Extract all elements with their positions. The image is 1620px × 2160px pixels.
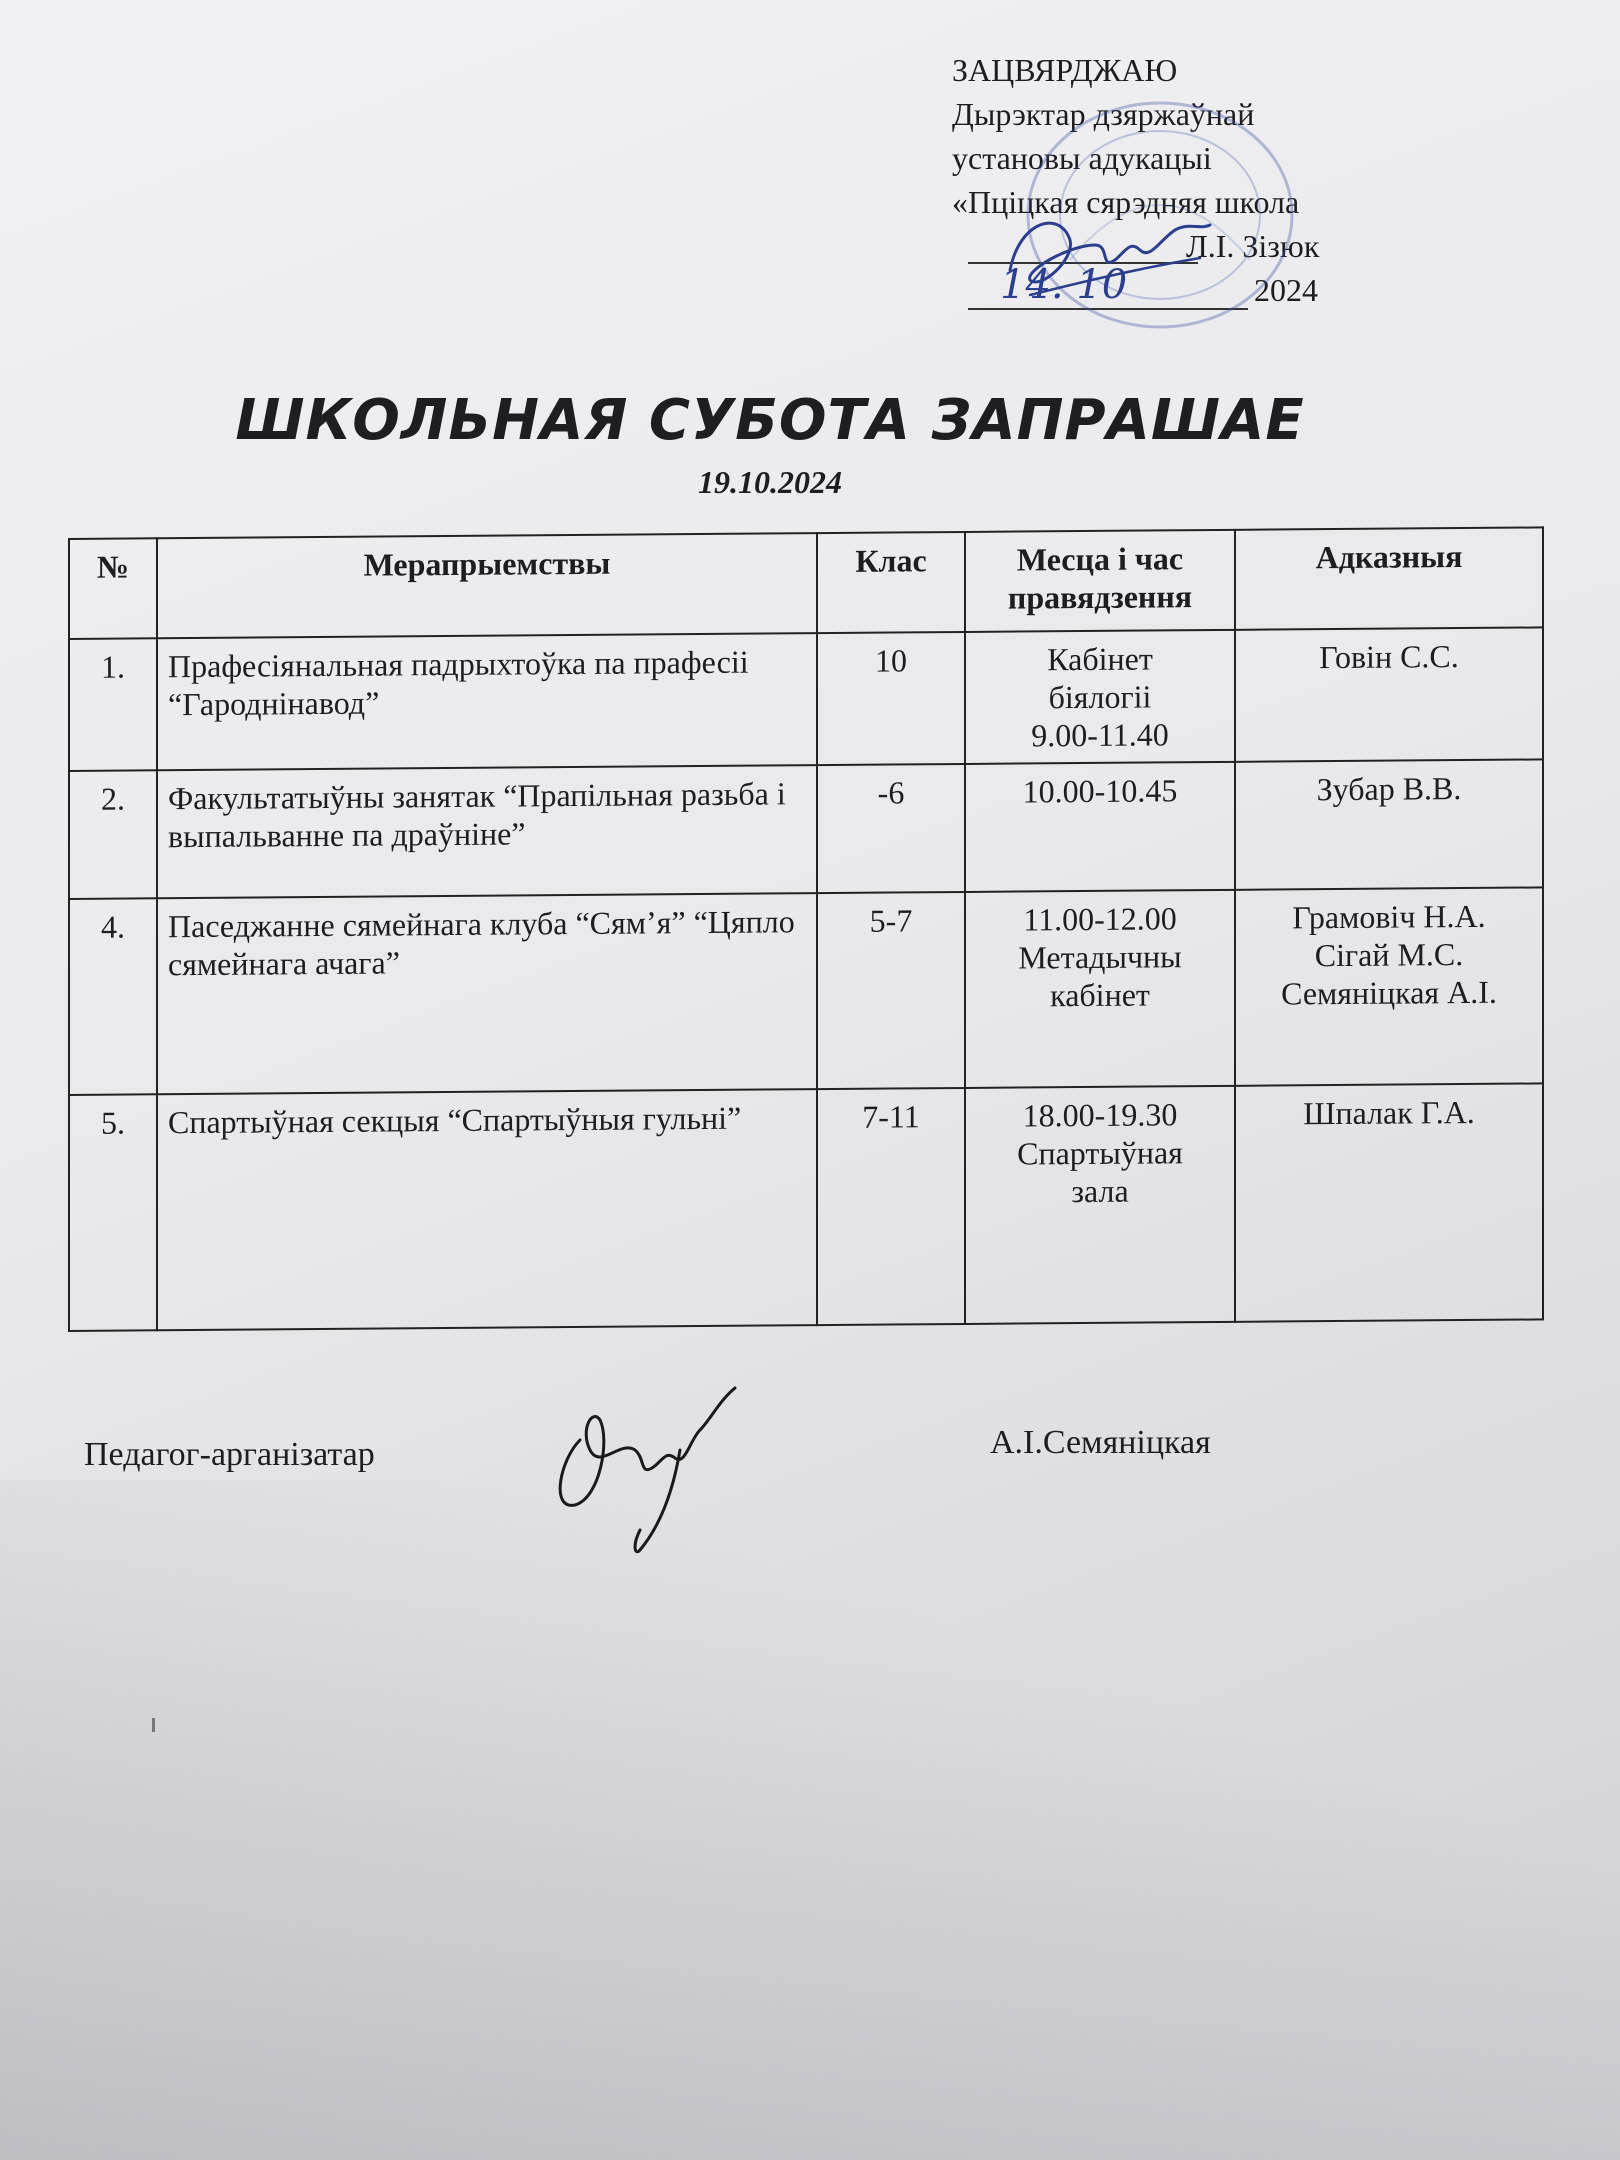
place-line: 10.00-10.45: [1022, 772, 1178, 810]
handwritten-date: 14. 10: [1000, 262, 1128, 308]
row-class: -6: [817, 764, 965, 893]
table-row: [69, 887, 1543, 1095]
approval-line-1: Дырэктар дзяржаўнай: [952, 96, 1255, 132]
row-responsible: [1235, 627, 1543, 761]
header-num: №: [69, 538, 157, 639]
place-line: Спартыўная: [1017, 1134, 1183, 1172]
row-place: [965, 890, 1235, 1088]
director-name: Л.І. Зізюк: [1186, 228, 1320, 264]
row-responsible: [1235, 887, 1543, 1085]
place-line: 18.00-19.30: [1022, 1096, 1178, 1134]
place-line: Метадычны: [1018, 938, 1182, 976]
page-title: ШКОЛЬНАЯ СУБОТА ЗАПРАШАЕ: [235, 388, 1305, 453]
organizer-signature: [540, 1380, 740, 1560]
header-responsible: Адказныя: [1235, 527, 1543, 629]
row-place: [965, 630, 1235, 764]
row-num: 2.: [69, 770, 157, 899]
row-num: 1.: [69, 638, 157, 771]
table-row: [69, 759, 1543, 899]
photo-shadow: [0, 1480, 1620, 2160]
row-event: Спартыўная секцыя “Спартыўныя гульні”: [157, 1089, 817, 1330]
responsible-person: Сігай М.С.: [1314, 936, 1464, 974]
table-row: [69, 627, 1543, 771]
table-row: [69, 1083, 1543, 1331]
approval-line-2: установы адукацыі: [952, 140, 1212, 176]
place-line: Кабінет: [1047, 640, 1153, 678]
row-class: 10: [817, 632, 965, 765]
footer-name: А.І.Семяніцкая: [990, 1424, 1211, 1461]
row-place: [965, 1086, 1235, 1324]
header-event: Мерапрыемствы: [157, 533, 817, 638]
approval-heading: ЗАЦВЯРДЖАЮ: [952, 52, 1178, 88]
place-line: зала: [1071, 1172, 1129, 1210]
approval-year: 2024: [1254, 272, 1318, 308]
header-class: Клас: [817, 532, 965, 633]
footer-role: Педагог-арганізатар: [84, 1436, 375, 1473]
table-header-row: [69, 527, 1543, 639]
row-responsible: [1235, 759, 1543, 889]
row-num: 4.: [69, 898, 157, 1095]
place-line: 9.00-11.40: [1031, 716, 1169, 754]
header-place: Месца і час правядзення: [965, 530, 1235, 632]
row-place: [965, 762, 1235, 892]
responsible-person: Семяніцкая А.І.: [1281, 973, 1497, 1012]
row-class: 7-11: [817, 1088, 965, 1325]
paper-mark: [152, 1718, 155, 1732]
row-event: Паседжанне сямейнага клуба “Сям’я” “Цяпло сямейнага ачага”: [157, 893, 817, 1094]
row-responsible: [1235, 1083, 1543, 1321]
place-line: кабінет: [1050, 976, 1150, 1014]
row-num: 5.: [69, 1094, 157, 1331]
responsible-person: Шпалак Г.А.: [1303, 1093, 1475, 1132]
place-line: 11.00-12.00: [1023, 900, 1177, 938]
responsible-person: Зубар В.В.: [1316, 770, 1462, 808]
place-line: біялогіі: [1048, 678, 1152, 716]
row-event: Прафесіянальная падрыхтоўка па прафесіі “Гароднінавод”: [157, 633, 817, 770]
responsible-person: Говін С.С.: [1319, 638, 1459, 676]
row-class: 5-7: [817, 892, 965, 1089]
approval-line-3: «Пціцкая сярэдняя школа: [952, 184, 1300, 220]
event-date: 19.10.2024: [698, 464, 842, 500]
events-table: [68, 526, 1544, 1332]
responsible-person: Грамовіч Н.А.: [1292, 897, 1486, 936]
row-event: Факультатыўны занятак “Прапільная разьба і выпальванне па драўніне”: [157, 765, 817, 898]
